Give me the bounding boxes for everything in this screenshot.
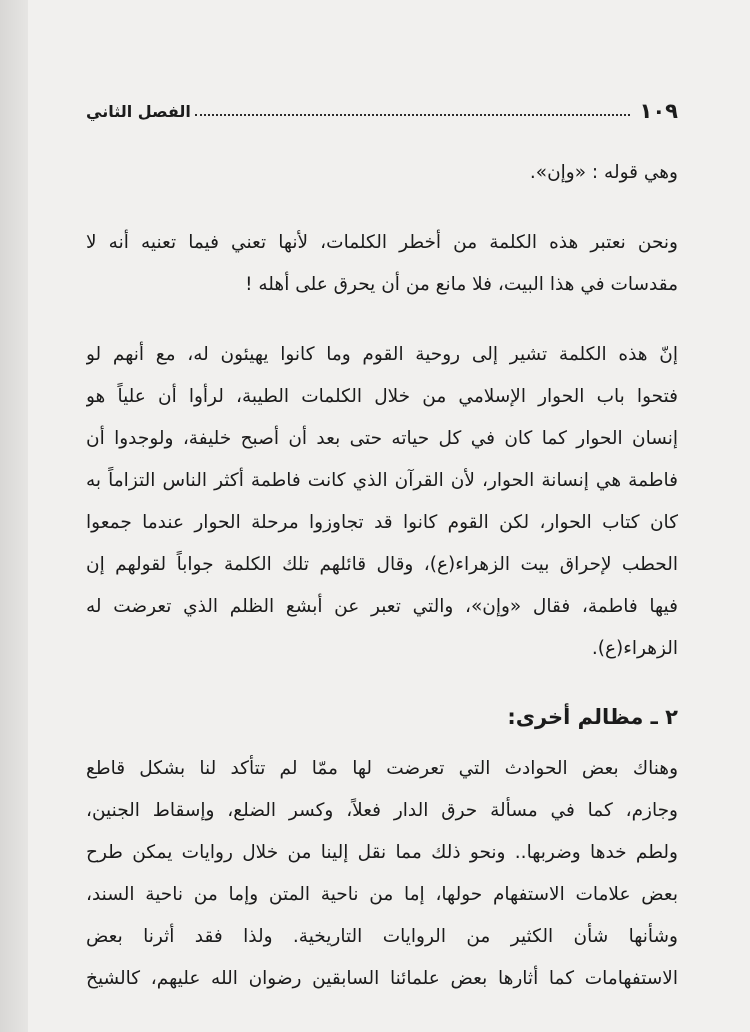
paragraph-line: الزهراء(ع). <box>591 638 678 659</box>
paragraph-line: فاطمة هي إنسانة الحوار، لأن القرآن الذي كانت فاطمة أكثر الناس التزاماً به <box>86 470 678 491</box>
paragraph-4 <box>86 748 678 1000</box>
paragraph-line: إنسان الحوار كما كان في كل حياته حتى بعد أن أصبح خليفة، ولوجدوا أن <box>86 428 678 449</box>
paragraph-line: فيها فاطمة، فقال «وإن»، والتي تعبر عن أبشع الظلم الذي تعرضت له <box>86 596 678 617</box>
paragraph-line: وهناك بعض الحوادث التي تعرضت لها ممّا لم تتأكد لنا بشكل قاطع <box>86 758 678 779</box>
page-edge-shadow <box>0 0 28 1032</box>
paragraph-line: إنّ هذه الكلمة تشير إلى روحية القوم وما كانوا يهيئون له، مع أنهم لو <box>86 344 678 365</box>
paragraph-line: ونحن نعتبر هذه الكلمة من أخطر الكلمات، لأنها تعني فيما تعنيه أنه لا <box>86 232 678 253</box>
page-number: ١٠٩ <box>639 99 678 123</box>
paragraph-line: وهي قوله : «وإن». <box>529 162 678 183</box>
header-dotted-leader <box>195 114 630 116</box>
paragraph-line: فتحوا باب الحوار الإسلامي من خلال الكلمات الطيبة، لرأوا أن علياً هو <box>86 386 678 407</box>
paragraph-line: وجازم، كما في مسألة حرق الدار فعلاً، وكسر الضلع، وإسقاط الجنين، <box>86 800 678 821</box>
page-body <box>86 152 678 1000</box>
running-header <box>86 96 678 126</box>
paragraph-3 <box>86 334 678 670</box>
paragraph-1 <box>86 152 678 194</box>
section-heading: ٢ ـ مظالم أخرى: <box>507 705 678 729</box>
chapter-title: الفصل الثاني <box>86 101 191 121</box>
paragraph-line: الحطب لإحراق بيت الزهراء(ع)، وقال قائلهم تلك الكلمة جواباً لقولهم إن <box>86 554 678 575</box>
paragraph-2 <box>86 222 678 306</box>
paragraph-line: ولطم خدها وضربها.. ونحو ذلك مما نقل إلينا من خلال روايات يمكن طرح <box>86 842 678 863</box>
paragraph-line: بعض علامات الاستفهام حولها، إما من ناحية المتن وإما من ناحية السند، <box>86 884 678 905</box>
paragraph-gap <box>86 306 678 334</box>
paragraph-line: مقدسات في هذا البيت، فلا مانع من أن يحرق على أهله ! <box>245 274 678 295</box>
paragraph-line: كان كتاب الحوار، لكن القوم كانوا قد تجاوزوا مرحلة الحوار عندما جمعوا <box>86 512 678 533</box>
paragraph-line: الاستفهامات كما أثارها بعض علمائنا السابقين رضوان الله عليهم، كالشيخ <box>86 968 678 989</box>
paragraph-line: وشأنها شأن الكثير من الروايات التاريخية. ولذا فقد أثرنا بعض <box>86 926 678 947</box>
paragraph-gap <box>86 194 678 222</box>
